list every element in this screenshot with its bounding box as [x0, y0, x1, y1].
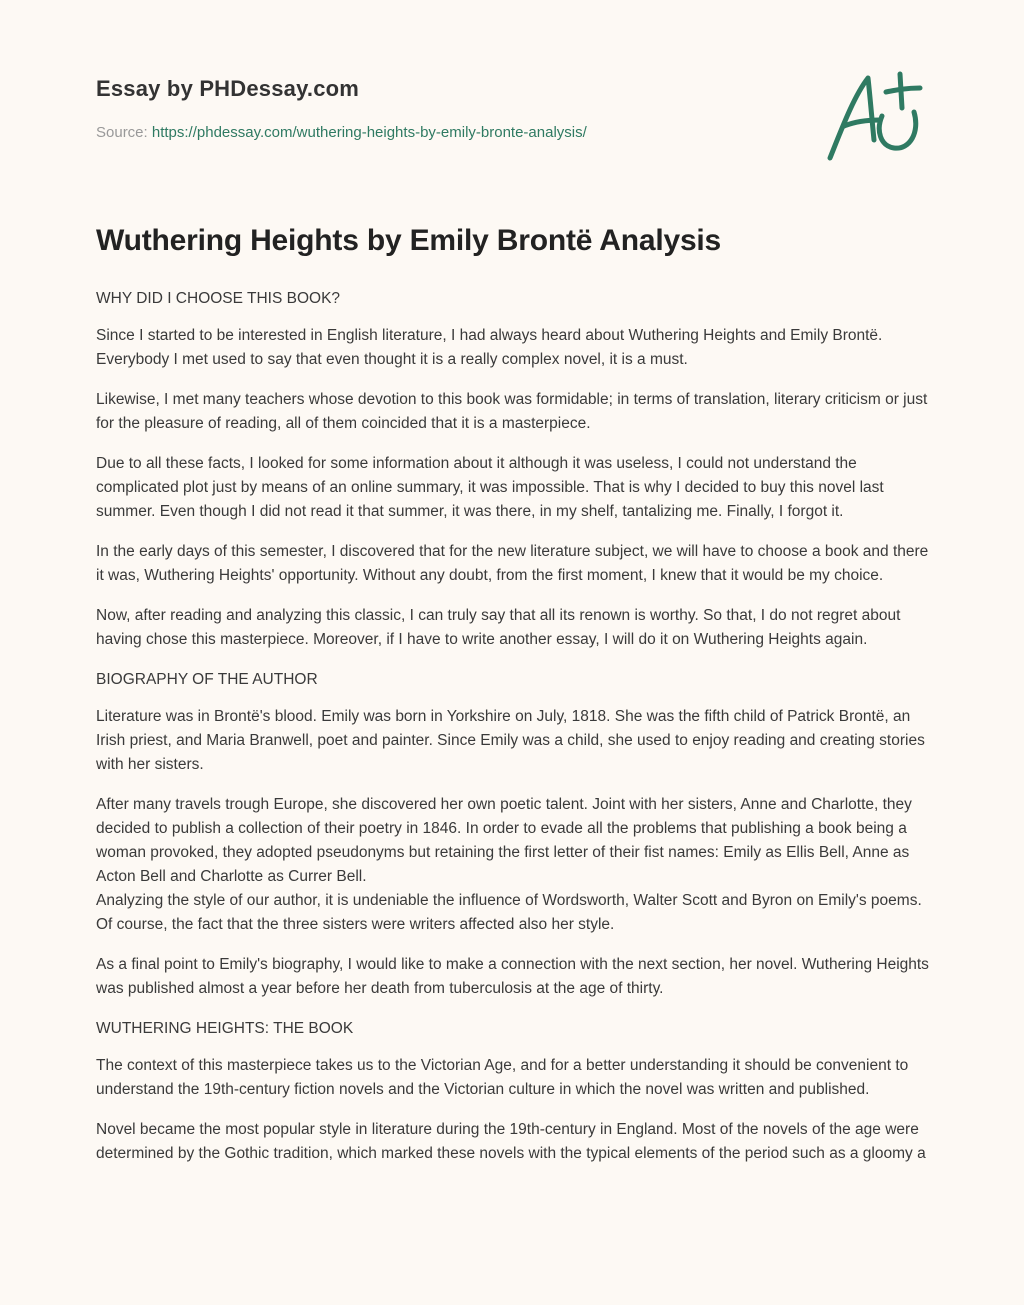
paragraph: Now, after reading and analyzing this classic, I can truly say that all its renown is worthy. So that, I do not regret about having chose this masterpiece. Moreover, if I have to write another essay, I will do it on Wuthering Heights again.: [96, 607, 901, 648]
source-label: Source:: [96, 124, 148, 141]
paragraph: The context of this masterpiece takes us to the Victorian Age, and for a better understanding it should be convenient to understand the 19th-century fiction novels and the Victorian culture in which the novel was written and published.: [96, 1057, 909, 1098]
paragraph: Novel became the most popular style in literature during the 19th-century in England. Most of the novels of the age were determined by the Gothic tradition, which marked these novels with the typical elements of the period such as a gloomy a: [96, 1121, 926, 1162]
essay-body: [96, 287, 932, 1182]
a-plus-logo-icon: [824, 66, 928, 166]
source-link[interactable]: https://phdessay.com/wuthering-heights-by-emily-bronte-analysis/: [151, 124, 587, 141]
section-heading-biography: BIOGRAPHY OF THE AUTHOR: [96, 671, 318, 688]
paragraph: Since I started to be interested in English literature, I had always heard about Wuthering Heights and Emily Brontë. Everybody I met used to say that even thought it is a really complex novel, it is a must.: [96, 327, 883, 368]
essay-title: Wuthering Heights by Emily Brontë Analysis: [96, 224, 722, 257]
source-line: [96, 124, 587, 141]
paragraph: In the early days of this semester, I discovered that for the new literature subject, we will have to choose a book and there it was, Wuthering Heights' opportunity. Without any doubt, from the first moment, I knew that it would be my choice.: [96, 543, 929, 584]
paragraph: Literature was in Brontë's blood. Emily was born in Yorkshire on July, 1818. She was the fifth child of Patrick Brontë, an Irish priest, and Maria Branwell, poet and painter. Since Emily was a child, she used to enjoy reading and creating stories with her sisters.: [96, 708, 925, 773]
paragraph: After many travels trough Europe, she discovered her own poetic talent. Joint with her sisters, Anne and Charlotte, they decided to publish a collection of their poetry in 1846. In order to evade all the problems that publishing a book being a woman provoked, they adopted pseudonyms but retaining the first letter of their fist names: Emily as Ellis Bell, Anne as Acton Bell and Charlotte as Currer Bell.: [96, 796, 912, 885]
paragraph: Due to all these facts, I looked for some information about it although it was useless, I could not understand the complicated plot just by means of an online summary, it was impossible. That is why I decided to buy this novel last summer. Even though I did not read it that summer, it was there, in my shelf, tantalizing me. Finally, I forgot it.: [96, 455, 884, 520]
paragraph: Likewise, I met many teachers whose devotion to this book was formidable; in terms of translation, literary criticism or just for the pleasure of reading, all of them coincided that it is a masterpiece.: [96, 391, 928, 432]
paragraph: As a final point to Emily's biography, I would like to make a connection with the next section, her novel. Wuthering Heights was published almost a year before her death from tuberculosis at the age of thirty.: [96, 956, 929, 997]
paragraph: Analyzing the style of our author, it is undeniable the influence of Wordsworth, Walter Scott and Byron on Emily's poems. Of course, the fact that the three sisters were writers affected also her style.: [96, 892, 922, 933]
section-heading-book: WUTHERING HEIGHTS: THE BOOK: [96, 1020, 354, 1037]
section-heading-why: WHY DID I CHOOSE THIS BOOK?: [96, 290, 341, 307]
site-brand: Essay by PHDessay.com: [96, 76, 360, 101]
